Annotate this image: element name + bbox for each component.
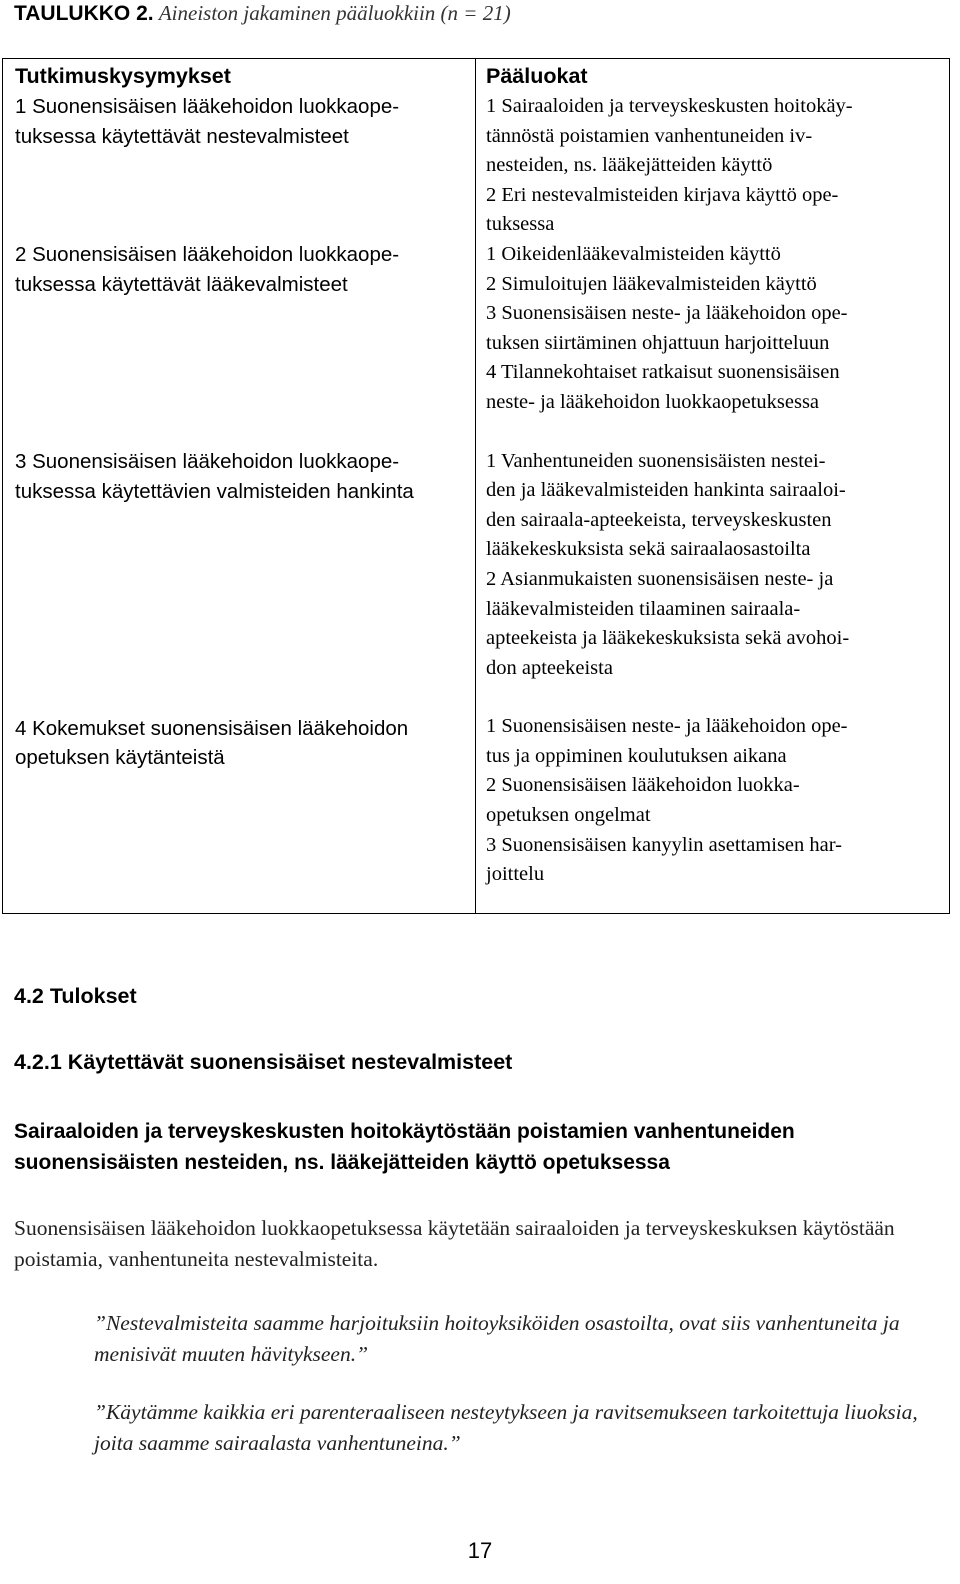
class-4-line: tus ja oppiminen koulutuksen aikana [486,744,787,767]
class-3-line: 2 Asianmukaisten suonensisäisen neste- ja [486,567,834,590]
class-1-line: 1 Sairaaloiden ja terveyskeskusten hoitokäy- [486,95,853,117]
class-3-line: den ja lääkevalmisteiden hankinta sairaaloi- [486,479,846,502]
classes-column [476,59,950,914]
classification-table [2,58,950,914]
table-caption [14,0,511,27]
interview-quote: ”Nestevalmisteita saamme harjoituksiin hoitoyksiköiden osastoilta, ovat siis vanhentuneita ja menisivät muuten hävitykseen.” [94,1311,900,1366]
question-4-line: opetuksen käytänteistä [15,746,225,770]
question-1-line: 1 Suonensisäisen lääkehoidon luokkaope- [15,95,400,118]
subsection-heading: 4.2.1 Käytettävät suonensisäiset nestevalmisteet [14,1050,513,1074]
question-2-line: 2 Suonensisäisen lääkehoidon luokkaope- [15,243,400,267]
class-4-line: joittelu [486,863,545,886]
table-caption-label: TAULUKKO 2. [14,2,154,25]
class-2-line: 3 Suonensisäisen neste- ja lääkehoidon ope- [486,302,848,325]
question-1-line: tuksessa käytettävät nestevalmisteet [15,124,349,148]
question-2-line: tuksessa käytettävät lääkevalmisteet [15,272,348,296]
class-4-line: 1 Suonensisäisen neste- ja lääkehoidon ope- [486,715,848,738]
topic-heading: Sairaaloiden ja terveyskeskusten hoitokäytöstään poistamien vanhentuneiden suonensisäisten nesteiden, ns. lääkejätteiden käyttö opetuksessa [14,1120,795,1174]
class-1-line: nesteiden, ns. lääkejätteiden käyttö [486,154,773,177]
section-heading: 4.2 Tulokset [14,984,137,1008]
question-4-line: 4 Kokemukset suonensisäisen lääkehoidon [15,716,409,740]
question-3-line: 3 Suonensisäisen lääkehoidon luokkaope- [15,450,400,474]
class-4-line: 2 Suonensisäisen lääkehoidon luokka- [486,774,800,797]
class-2-line: 4 Tilannekohtaiset ratkaisut suonensisäisen [486,361,840,384]
class-2-line: tuksen siirtäminen ohjattuun harjoitteluun [486,331,830,354]
column-header-classes: Pääluokat [486,64,588,88]
class-1-line: tuksessa [486,213,555,236]
table-row [3,59,950,914]
class-4-line: 3 Suonensisäisen kanyylin asettamisen har- [486,833,842,856]
class-3-line: den sairaala-apteekeista, terveyskeskusten [486,508,832,531]
page-number: 17 [467,1538,493,1563]
class-3-line: don apteekeista [486,656,613,679]
class-2-line: 1 Oikeidenlääkevalmisteiden käyttö [486,242,781,265]
class-3-line: 1 Vanhentuneiden suonensisäisten nestei- [486,449,826,472]
table-caption-title: Aineiston jakaminen pääluokkiin (n = 21) [158,1,511,25]
column-header-questions: Tutkimuskysymykset [15,64,231,88]
class-3-line: apteekeista ja lääkekeskuksista sekä avohoi- [486,627,850,650]
class-3-line: lääkevalmisteiden tilaaminen sairaala- [486,597,801,620]
class-2-line: 2 Simuloitujen lääkevalmisteiden käyttö [486,272,817,295]
questions-column [3,59,476,914]
class-1-line: tännöstä poistamien vanhentuneiden iv- [486,124,813,147]
body-paragraph: Suonensisäisen lääkehoidon luokkaopetuksessa käytetään sairaaloiden ja terveyskeskuksen käytöstään poistamia, vanhentuneita nestevalmisteita. [14,1216,895,1271]
question-3-line: tuksessa käytettävien valmisteiden hankinta [15,479,414,503]
class-2-line: neste- ja lääkehoidon luokkaopetuksessa [486,390,820,413]
class-4-line: opetuksen ongelmat [486,804,651,827]
class-1-line: 2 Eri nestevalmisteiden kirjava käyttö ope- [486,183,839,206]
interview-quote: ”Käytämme kaikkia eri parenteraaliseen nesteytykseen ja ravitsemukseen tarkoitettuja liuoksia, joita saamme sairaalasta vanhentuneina.” [94,1400,918,1455]
class-3-line: lääkekeskuksista sekä sairaalaosastoilta [486,538,811,561]
